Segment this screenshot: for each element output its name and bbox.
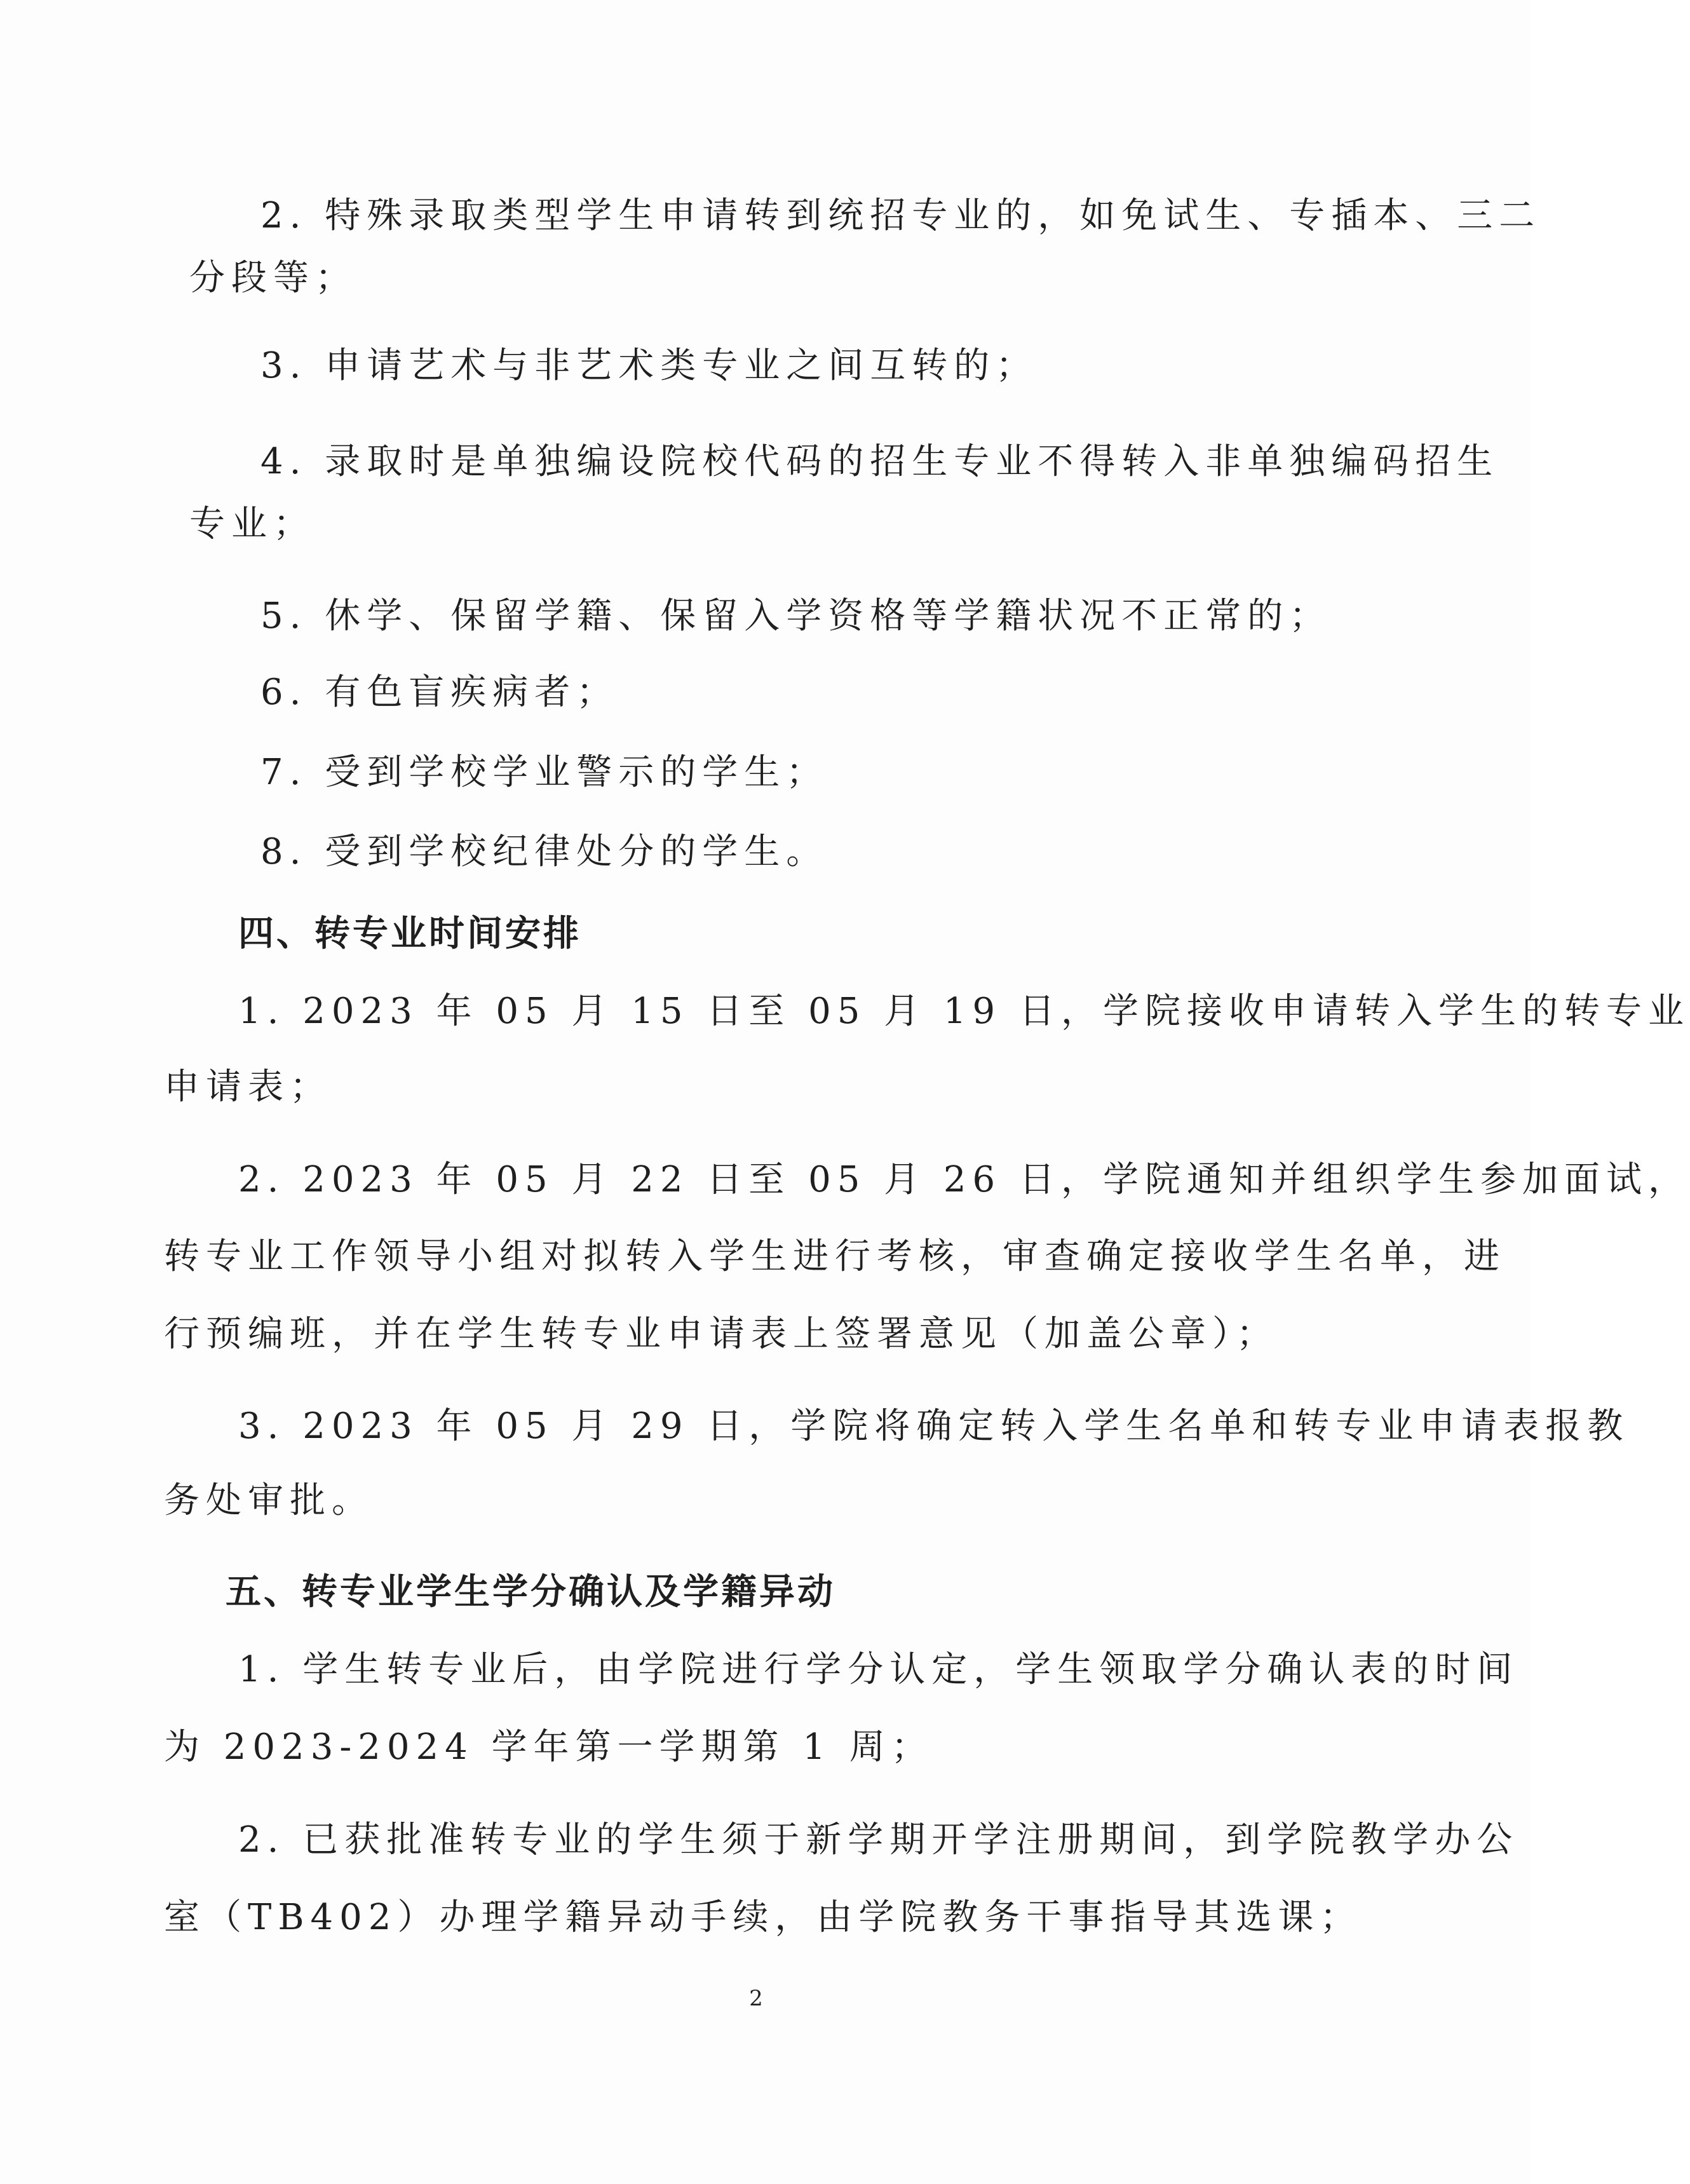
credits-item-1: 1. 学生转专业后，由学院进行学分认定，学生领取学分确认表的时间 (238, 1649, 1519, 1690)
list-item-6: 6. 有色盲疾病者； (260, 672, 619, 713)
list-item-7: 7. 受到学校学业警示的学生； (260, 752, 828, 793)
list-item-4-continuation: 专业； (189, 503, 315, 545)
schedule-item-1-continuation: 申请表； (164, 1066, 332, 1108)
list-item-3: 3. 申请艺术与非艺术类专业之间互转的； (260, 345, 1038, 386)
credits-item-2: 2. 已获批准转专业的学生须于新学期开学注册期间，到学院教学办公 (238, 1819, 1519, 1861)
list-item-2: 2. 特殊录取类型学生申请转到统招专业的，如免试生、专插本、三二 (260, 195, 1541, 236)
list-item-4: 4. 录取时是单独编设院校代码的招生专业不得转入非单独编码招生 (260, 441, 1499, 482)
schedule-item-1: 1. 2023 年 05 月 15 日至 05 月 19 日，学院接收申请转入学生的转专业 (238, 991, 1690, 1032)
credits-item-2-continuation: 室（TB402）办理学籍异动手续，由学院教务干事指导其选课； (164, 1897, 1362, 1938)
list-item-8: 8. 受到学校纪律处分的学生。 (260, 831, 828, 872)
list-item-2-continuation: 分段等； (189, 257, 357, 299)
section-heading-schedule: 四、转专业时间安排 (238, 913, 581, 954)
schedule-item-3: 3. 2023 年 05 月 29 日，学院将确定转入学生名单和转专业申请表报教 (238, 1406, 1630, 1447)
section-heading-credits: 五、转专业学生学分确认及学籍异动 (226, 1571, 835, 1613)
schedule-item-2-line-3: 行预编班，并在学生转专业申请表上签署意见（加盖公章）； (164, 1313, 1278, 1355)
schedule-item-2: 2. 2023 年 05 月 22 日至 05 月 26 日，学院通知并组织学生参加面试， (238, 1159, 1690, 1200)
page-number: 2 (749, 1986, 763, 2011)
schedule-item-3-continuation: 务处审批。 (164, 1480, 374, 1521)
list-item-5: 5. 休学、保留学籍、保留入学资格等学籍状况不正常的； (260, 595, 1332, 637)
schedule-item-2-line-2: 转专业工作领导小组对拟转入学生进行考核，审查确定接收学生名单，进 (164, 1236, 1506, 1277)
credits-item-1-continuation: 为 2023-2024 学年第一学期第 1 周； (164, 1726, 933, 1768)
